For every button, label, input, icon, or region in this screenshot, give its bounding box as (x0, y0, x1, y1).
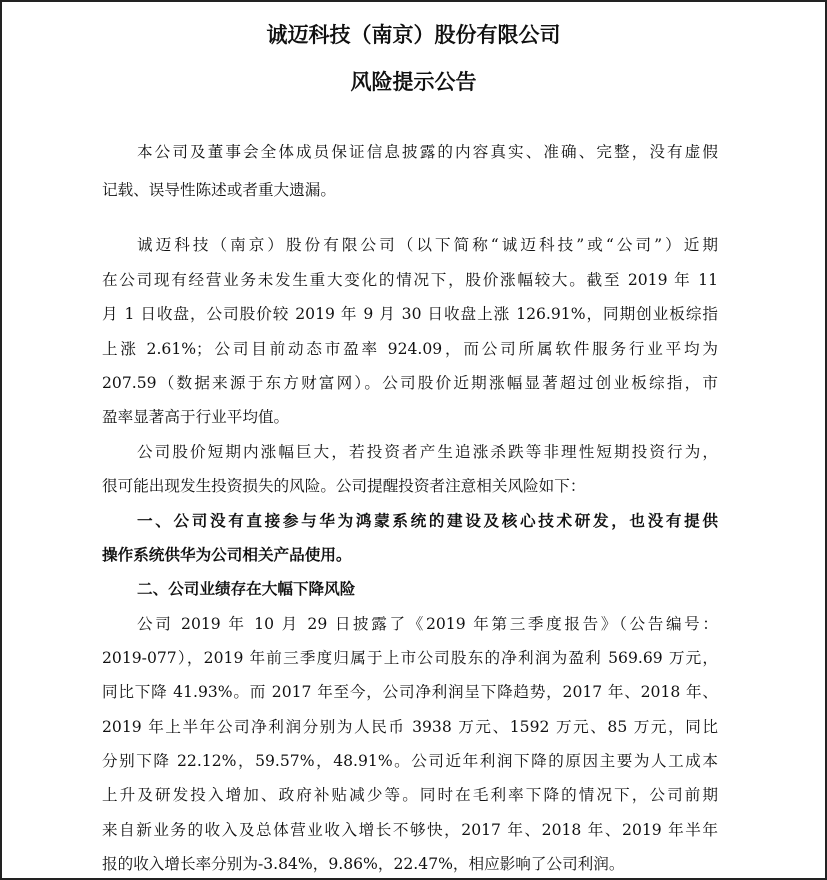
company-title: 诚迈科技（南京）股份有限公司 (266, 23, 561, 47)
section-2-line: 2019 年上半年公司净利润分别为人民币 3938 万元、1592 万元、85 万元，同比 (102, 718, 718, 736)
section-2-line: 2019-077），2019 年前三季度归属于上市公司股东的净利润为盈利 569.69 万元， (102, 649, 718, 667)
paragraph-line: 207.59（数据来源于东方财富网）。公司股价近期涨幅显著超过创业板综指，市 (102, 374, 718, 392)
paragraph-line: 上涨 2.61%；公司目前动态市盈率 924.09，而公司所属软件服务行业平均为 (102, 340, 718, 358)
section-2-line: 上升及研发投入增加、政府补贴减少等。同时在毛利率下降的情况下，公司前期 (102, 786, 718, 804)
notice-title: 风险提示公告 (350, 70, 477, 94)
paragraph-line: 月 1 日收盘，公司股价较 2019 年 9 月 30 日收盘上涨 126.91%，同期创业板综指 (102, 305, 718, 323)
paragraph-line: 诚迈科技（南京）股份有限公司（以下简称“诚迈科技”或“公司”）近期 (137, 236, 718, 254)
section-1-line: 一、公司没有直接参与华为鸿蒙系统的建设及核心技术研发，也没有提供 (137, 512, 718, 530)
paragraph-line: 在公司现有经营业务未发生重大变化的情况下，股价涨幅较大。截至 2019 年 11 (102, 271, 718, 289)
paragraph-line: 盈率显著高于行业平均值。 (102, 408, 290, 426)
section-2-line: 同比下降 41.93%。而 2017 年至今，公司净利润呈下降趋势，2017 年、2018 年、 (102, 683, 718, 701)
section-2-line: 公司 2019 年 10 月 29 日披露了《2019 年第三季度报告》（公告编号： (137, 615, 718, 633)
section-2-heading: 二、公司业绩存在大幅下降风险 (137, 580, 356, 598)
declaration-line: 记载、误导性陈述或者重大遗漏。 (102, 181, 336, 199)
paragraph-line: 公司股价短期内涨幅巨大，若投资者产生追涨杀跌等非理性短期投资行为， (137, 443, 718, 461)
section-2-line: 来自新业务的收入及总体营业收入增长不够快，2017 年、2018 年、2019 年半年 (102, 821, 718, 839)
declaration-line: 本公司及董事会全体成员保证信息披露的内容真实、准确、完整，没有虚假 (137, 143, 718, 161)
paragraph-line: 很可能出现发生投资损失的风险。公司提醒投资者注意相关风险如下： (102, 477, 586, 495)
section-2-line: 分别下降 22.12%，59.57%，48.91%。公司近年利润下降的原因主要为人工成本 (102, 752, 718, 770)
section-1-line: 操作系统供华为公司相关产品使用。 (102, 546, 352, 564)
section-2-line: 报的收入增长率分别为-3.84%，9.86%，22.47%，相应影响了公司利润。 (102, 855, 625, 873)
